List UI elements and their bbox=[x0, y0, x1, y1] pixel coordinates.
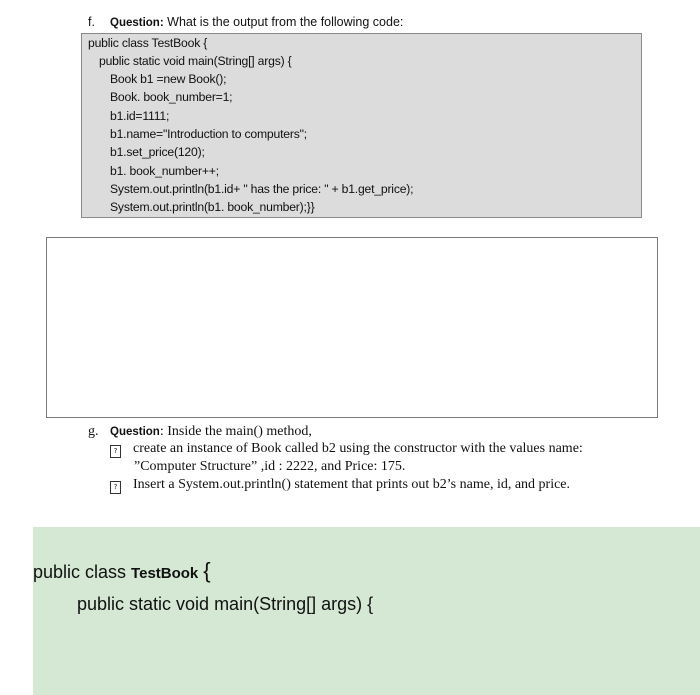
question-label: Question: bbox=[110, 17, 164, 29]
question-label: Question bbox=[110, 426, 160, 438]
code-prefix: public class bbox=[33, 562, 132, 582]
bullet-item bbox=[110, 441, 583, 458]
answer-box-f[interactable] bbox=[46, 237, 658, 418]
bullet-text: create an instance of Book called b2 using the constructor with the values name: bbox=[133, 441, 583, 456]
code-line: b1.name="Introduction to computers"; bbox=[110, 127, 307, 141]
question-text: : Inside the main() method, bbox=[159, 424, 312, 439]
question-number: f. bbox=[88, 15, 95, 29]
answer-code-line-1 bbox=[33, 558, 211, 584]
code-line: Book. book_number=1; bbox=[110, 90, 233, 104]
open-brace: { bbox=[203, 558, 211, 583]
question-g-heading bbox=[88, 424, 312, 440]
bullet-continuation: ”Computer Structure” ,id : 2222, and Price: 175. bbox=[134, 459, 406, 474]
question-text: What is the output from the following code: bbox=[163, 15, 404, 29]
code-line: System.out.println(b1. book_number);}} bbox=[110, 200, 315, 214]
class-name: TestBook bbox=[131, 565, 199, 582]
code-line: System.out.println(b1.id+ " has the price: " + b1.get_price); bbox=[110, 182, 414, 196]
bullet-item bbox=[110, 477, 570, 494]
bullet-text: Insert a System.out.println() statement that prints out b2’s name, id, and price. bbox=[133, 477, 571, 492]
bullet-icon: ? bbox=[110, 445, 121, 458]
question-f-heading bbox=[88, 15, 403, 29]
code-line: b1. book_number++; bbox=[110, 164, 219, 178]
answer-code-line-2: public static void main(String[] args) { bbox=[77, 594, 374, 614]
code-line: public class TestBook { bbox=[88, 36, 208, 50]
code-line: b1.set_price(120); bbox=[110, 145, 205, 159]
question-number: g. bbox=[88, 424, 99, 439]
code-line: b1.id=1111; bbox=[110, 109, 170, 123]
code-line: public static void main(String[] args) { bbox=[99, 54, 292, 68]
code-listing bbox=[81, 33, 642, 218]
bullet-icon: ? bbox=[110, 481, 121, 494]
code-line: Book b1 =new Book(); bbox=[110, 72, 227, 86]
